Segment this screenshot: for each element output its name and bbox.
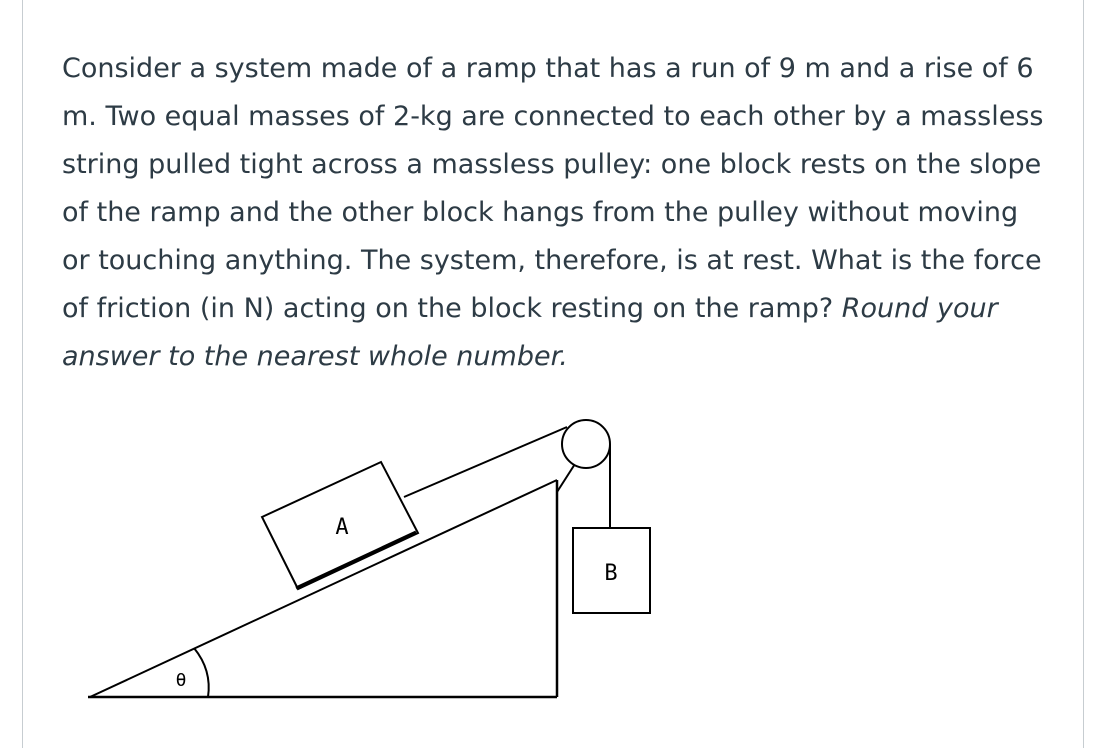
block-b-label: B — [604, 561, 618, 586]
angle-label: θ — [175, 670, 187, 691]
block-a-label: A — [335, 515, 349, 540]
question-text: Consider a system made of a ramp that has a run of 9 m and a rise of 6 m. Two equal masses of 2-kg are connected to each other by a massless string pulled tight across a massless pulley: one block rests on the slope of the ramp and the other block hangs from the pulley without moving or touching anything. The system, therefore, is at rest. What is the force of friction (in N) acting on the block resting on the ramp? — [62, 53, 1044, 324]
rounding-instruction: Round your answer to the nearest whole number. — [62, 293, 998, 372]
pulley — [562, 420, 610, 468]
angle-arc — [194, 648, 209, 697]
